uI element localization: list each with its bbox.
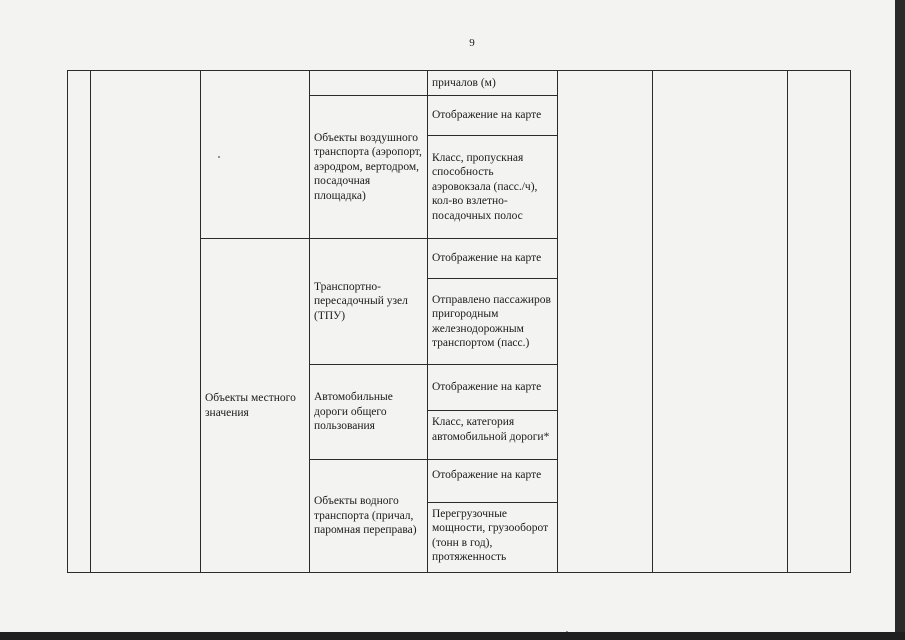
empty-cell-col6 — [558, 71, 653, 573]
category-cell-local-objects: Объекты местного значения — [201, 239, 310, 573]
param-cell-stack — [428, 460, 558, 573]
scan-edge-bottom — [0, 632, 905, 640]
param-cell: Отображение на карте — [428, 464, 557, 503]
document-table — [67, 70, 851, 573]
param-cell: Класс, категория автомобильной дороги* — [432, 416, 550, 443]
param-cell-stack — [428, 365, 558, 460]
object-cell-air-transport: Объекты воздушного транспорта (аэропорт, аэродром, вертодром, посадочная площадка) — [310, 96, 428, 239]
param-cell: причалов (м) — [428, 71, 558, 96]
param-cell: Отображение на карте — [428, 96, 558, 136]
param-cell: Отображение на карте — [428, 376, 557, 411]
object-cell-water-transport: Объекты водного транспорта (причал, паромная переправа) — [310, 460, 428, 573]
empty-cell-col1 — [68, 71, 91, 573]
empty-cell-col8 — [788, 71, 851, 573]
param-cell: Класс, пропускная способность аэровокзала (пасс./ч), кол-во взлетно-посадочных полос — [428, 136, 558, 239]
param-cell: Отправлено пассажиров пригородным железнодорожным транспортом (пасс.) — [428, 279, 558, 365]
param-cell: Отображение на карте — [428, 239, 558, 279]
empty-cell-col7 — [653, 71, 788, 573]
table-row — [68, 71, 851, 96]
scan-speck — [218, 156, 220, 158]
page-number: 9 — [469, 37, 475, 49]
param-cell: Перегрузочные мощности, грузооборот (тонн в год), протяженность — [432, 507, 549, 563]
empty-cell-col2 — [91, 71, 201, 573]
empty-cell-col3-top — [201, 71, 310, 239]
object-cell-tpu: Транспортно-пересадочный узел (ТПУ) — [310, 239, 428, 365]
empty-cell-col4-top — [310, 71, 428, 96]
object-cell-roads: Автомобильные дороги общего пользования — [310, 365, 428, 460]
scan-edge-right — [895, 0, 905, 640]
